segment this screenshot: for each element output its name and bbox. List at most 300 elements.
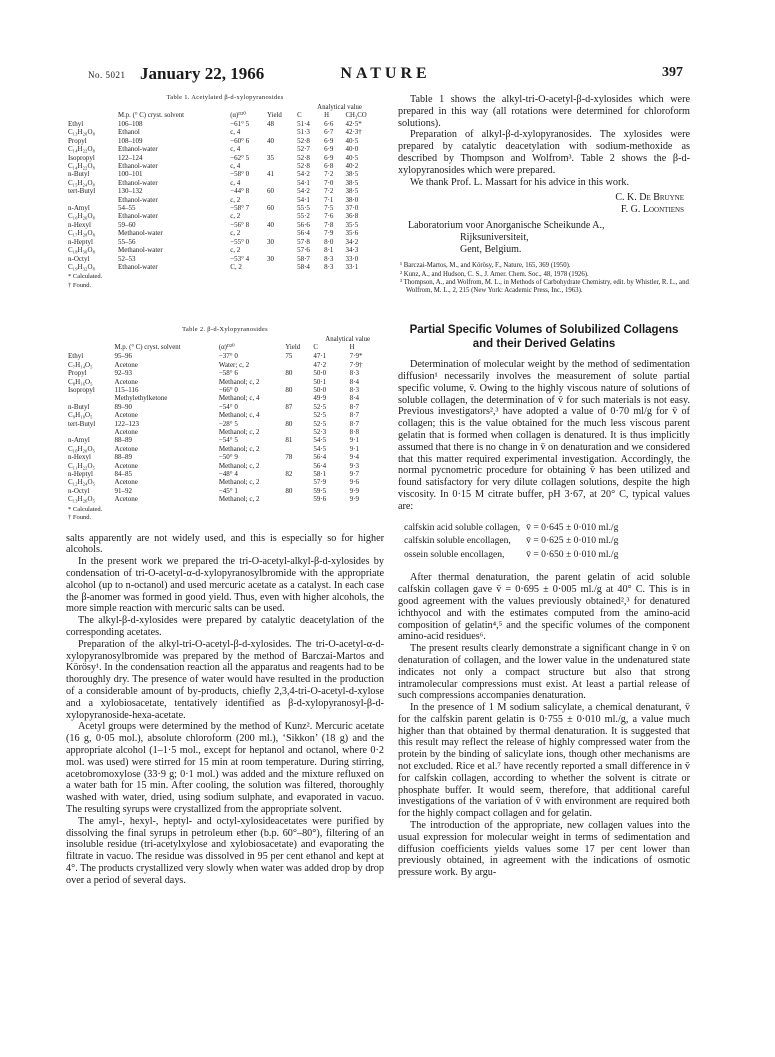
table1-row xyxy=(66,154,384,162)
table2-row xyxy=(66,445,384,453)
table2-cell: n-Heptyl xyxy=(68,470,93,478)
table1-cell: 6·9 xyxy=(324,136,334,145)
table1-cell: 100–101 xyxy=(118,170,143,179)
table1-cell: 60 xyxy=(267,204,275,213)
table1-cell: 33·1 xyxy=(345,262,359,271)
table2-cell: 56·4 xyxy=(313,461,327,470)
value-row xyxy=(402,522,620,534)
table1-cell: 35·5 xyxy=(345,220,359,229)
table1-cell: 8·1 xyxy=(324,246,334,255)
table1-cell: 7·1 xyxy=(324,195,334,204)
table1-caption: Table 1. Acetylated β-d-xylopyranosides xyxy=(166,94,284,101)
table1-cell: 54·1 xyxy=(297,178,310,187)
table1-cell: 7·9 xyxy=(324,229,334,238)
table2-cell: 54·5 xyxy=(313,436,327,445)
table1-cell: 59–60 xyxy=(118,220,136,229)
table1-cell: 52·7 xyxy=(297,145,310,154)
table1-cell: 8·3 xyxy=(324,254,334,263)
table2-cell: Acetone xyxy=(114,478,138,487)
table2-cell: n-Amyl xyxy=(68,436,90,445)
article-paragraph-3: The present results clearly demonstrate a significant change in v̄ on denaturation of collagen, and the lower value in the undenatured state indicates not only a compact structure but also that strong intramolecular compressions must exist. At least a partial release of such compressions accompanies denaturation. xyxy=(398,643,690,702)
signature-block xyxy=(398,192,690,216)
table1-cell: 34·2 xyxy=(345,237,359,246)
table1-col-header: C xyxy=(297,112,302,119)
table2-cell: 50·0 xyxy=(313,385,327,394)
references xyxy=(398,262,690,295)
table2 xyxy=(66,336,384,503)
table2-cell: 8·8 xyxy=(349,427,359,436)
reference-2: ² Kunz, A., and Hudson, C. S., J. Amer. Chem. Soc., 48, 1978 (1926). xyxy=(400,270,589,278)
table2-cell xyxy=(283,394,311,402)
table1-cell: −62° 5 xyxy=(230,153,250,162)
table1-cell: C₁₈H₃₀O₈ xyxy=(68,246,95,255)
table2-cell: Acetone xyxy=(114,427,138,436)
table1-cell: c, 4 xyxy=(230,178,241,187)
table2-cell: 52·5 xyxy=(313,419,327,428)
table1-cell: Ethanol-water xyxy=(118,262,158,271)
table2-cell: 91–92 xyxy=(114,486,133,495)
table2-cell: 115–116 xyxy=(114,385,139,394)
table2-cell: 75 xyxy=(285,352,293,361)
table2-cell: −45° 1 xyxy=(218,486,238,495)
table2-cell: −58° 6 xyxy=(218,369,238,378)
table1-cell: 8·0 xyxy=(324,237,334,246)
table1-cell: n-Butyl xyxy=(68,170,90,179)
table1-cell: 33·0 xyxy=(345,254,359,263)
table1-cell: C₁₉H₃₂O₈ xyxy=(68,262,95,271)
table1-cell: 52–53 xyxy=(118,254,136,263)
table2-cell: −37° 0 xyxy=(218,352,238,361)
table2-cell: 81 xyxy=(285,436,293,445)
value-label: calfskin soluble encollagen, xyxy=(404,535,511,547)
table1-row xyxy=(66,212,384,220)
table1-cell: 7·8 xyxy=(324,220,334,229)
table2-row xyxy=(66,487,384,495)
table1-cell: C₁₇H₂₈O₈ xyxy=(68,229,95,238)
body-paragraph: The alkyl-β-d-xylosides were prepared by catalytic deacetylation of the corresponding acetates. xyxy=(66,615,384,638)
table2-col-header: H xyxy=(349,344,355,352)
table2-cell: 87 xyxy=(285,402,293,411)
table1-row xyxy=(66,120,384,128)
table2-cell: Methanol; c, 2 xyxy=(218,495,260,504)
table2-cell: 88–89 xyxy=(114,453,133,462)
table1-cell: c, 2 xyxy=(230,246,241,255)
table1-row xyxy=(66,204,384,212)
table1-cell: 52·8 xyxy=(297,136,310,145)
table2-cell: −48° 4 xyxy=(218,470,238,478)
body-paragraph: Preparation of the alkyl-tri-O-acetyl-β-d-xylosides. The tri-O-acetyl-α-d-xylopyranosylbromide was prepared by the method of Barczai-Martos and Körösy¹. In the condensation reaction all the apparatus and reagents had to be thoroughly dry. The presence of water would have resulted in the production of a considerable amount of by-products, chiefly 2,3,4-tri-O-acetyl-d-xylose and a xylobiosacetate, tentatively identified as β-d-xylopyranosyl-β-d-xylopyranoside-hexa-acetate. xyxy=(66,638,384,721)
table2-cell xyxy=(283,428,311,436)
table2-cell: Methanol; c, 2 xyxy=(218,427,260,436)
table1-cell: 40·5 xyxy=(345,136,359,145)
right-top-text xyxy=(398,94,690,188)
table1-cell: n-Amyl xyxy=(68,204,90,213)
table1-cell: 38·0 xyxy=(345,195,359,204)
table2-cell: Methanol; c, 2 xyxy=(218,444,260,453)
table1-cell: −53° 4 xyxy=(230,254,250,263)
table2-cell: −54° 0 xyxy=(218,402,238,411)
table1-cell: 7·5 xyxy=(324,204,334,213)
table2-cell: Methanol; c, 4 xyxy=(218,394,260,403)
table1-cell: 40 xyxy=(267,136,275,145)
table2-row xyxy=(66,462,384,470)
reference-3: ³ Thompson, A., and Wolfrom, M. L., in Methods of Carbohydrate Chemistry, edit. by Whistler, R. L., and Wolfrom, M. L., 2, 215 (New York: Academic Press, Inc., 1963). xyxy=(400,278,689,294)
table1-cell: 54·1 xyxy=(297,195,310,204)
table1-col-header xyxy=(66,112,116,120)
table2-cell: Isopropyl xyxy=(68,385,95,394)
table1-group-header: Analytical value xyxy=(317,104,362,111)
table2-row xyxy=(66,428,384,436)
table1-cell xyxy=(265,145,295,153)
table2-cell: 78 xyxy=(285,453,293,462)
table1-cell: −58° 7 xyxy=(230,204,250,213)
table2-cell: 80 xyxy=(285,419,293,428)
table2-row xyxy=(66,369,384,377)
table2-cell: C₁₃H₂₆O₅ xyxy=(68,495,95,504)
table1-cell: C₁₄H₂₂O₈ xyxy=(68,145,95,154)
table2-cell: 9·6 xyxy=(349,478,359,487)
table2-cell: C₁₂H₂₄O₅ xyxy=(68,478,95,487)
table2-row xyxy=(66,478,384,486)
table1-cell: c, 4 xyxy=(230,162,241,171)
page-header xyxy=(88,64,683,84)
author-2: F. G. Loontiens xyxy=(620,204,684,216)
table2-cell: Acetone xyxy=(114,444,138,453)
table1-row xyxy=(66,196,384,204)
table1-cell: Ethanol xyxy=(118,128,140,137)
table1-cell xyxy=(265,196,295,204)
table1-cell: 42·5* xyxy=(345,120,362,128)
value-number: v̄ = 0·650 ± 0·010 ml./g xyxy=(526,548,619,560)
table2-cell: 9·7 xyxy=(349,470,359,478)
issue-number: No. 5021 xyxy=(88,70,126,80)
body-paragraph: Table 1 shows the alkyl-tri-O-acetyl-β-d-xylosides which were prepared in this way (all rotations were determined for chloroform solutions). xyxy=(398,94,690,129)
table1-cell: 6·9 xyxy=(324,153,334,162)
table2-col-header: M.p. (° C) cryst. solvent xyxy=(114,344,181,352)
table1-row xyxy=(66,221,384,229)
table2-cell: Methanol; c, 4 xyxy=(218,411,260,420)
table1-cell: 106–108 xyxy=(118,120,143,128)
table2-cell: 84–85 xyxy=(114,470,133,478)
left-body-text xyxy=(66,533,384,887)
table1-row xyxy=(66,246,384,254)
table1-row xyxy=(66,145,384,153)
table2-row xyxy=(66,436,384,444)
article-paragraph-1: Determination of molecular weight by the method of sedimentation diffusion¹ necessarily involves the measurement of solute partial specific volume, v̄. Owing to the highly viscous nature of solutions of soluble collagen, the determination of v̄ for such materials is not easy. Previous investigators²,³ have adopted a value of 0·70 ml/g for v̄ of collagen; this is the value obtained for the much less viscous parent gelatin that is formed when collagen is denatured. It is thus implicitly assumed that there is no change in v̄ on denaturation and we considered that this matter required experimental investigation. Accordingly, the normal pycnometric procedure for obtaining v̄ has been utilized and found satisfactory for very dilute collagen solutions, despite the high viscosity. In 0·15 M citrate buffer, pH 3·67, at 20° C, typical values are: xyxy=(398,359,690,512)
table2-cell: 50·1 xyxy=(313,377,327,386)
table1-cell xyxy=(265,128,295,136)
table1-cell: 55·5 xyxy=(297,204,310,213)
table2-note: † Found. xyxy=(68,514,92,522)
table1-cell: Propyl xyxy=(68,136,87,145)
table1-cell: 52·8 xyxy=(297,153,310,162)
table2-caption: Table 2. β-d-Xylopyranosides xyxy=(182,326,268,334)
table1-cell: n-Heptyl xyxy=(68,237,93,246)
table2-row xyxy=(66,453,384,461)
table1-cell: 56·4 xyxy=(297,229,310,238)
table2-cell: 122–123 xyxy=(114,419,140,428)
table1-cell: 54·2 xyxy=(297,187,310,196)
table2-cell: 58·1 xyxy=(313,470,327,478)
body-paragraph: Preparation of alkyl-β-d-xylopyranosides. The xylosides were prepared by catalytic deacetylation with sodium-methoxide as described by Thompson and Wolfrom³. Table 2 shows the β-d-xylopyranosides which were prepared. xyxy=(398,129,690,176)
table1-cell: Ethanol-water xyxy=(118,178,158,187)
table2-cell: Propyl xyxy=(68,369,87,378)
table1-cell: 51·4 xyxy=(297,120,310,128)
body-paragraph: The amyl-, hexyl-, heptyl- and octyl-xylosideacetates were purified by dissolving the final syrups in petroleum ether (b.p. 60°–80°), filtering of an insoluble residue (tri-acetylxylose and xylobiosacetate) and evaporating the filtrate in vacuo. The residue was dissolved in 95 per cent ethanol and kept at 4°. The products crystallized very slowly when water was added drop by drop over a period of several days. xyxy=(66,815,384,886)
value-row xyxy=(402,535,620,547)
table1-cell: Ethanol-water xyxy=(118,195,158,204)
table1-cell: 30 xyxy=(267,254,275,263)
article-paragraph-4: In the presence of 1 M sodium salicylate, a chemical denaturant, v̄ for the calfskin parent gelatin is 0·755 ± 0·010 ml./g, a value much higher than that obtained by thermal denaturation. It is suggested that this result may reflect the release of highly compressed water from the protein by the binding of salicylate ions, though other mechanisms are not excluded. Rice et al.⁷ have recently reported a small difference in v̄ for calfskin collagen, according to whether the solvent is citrate or phosphate buffer. It would seem, therefore, that additional careful investigations of the variation of v̄ with environment are required both for the highly compact collagen and for gelatin. xyxy=(398,702,690,820)
table1-cell: 56·6 xyxy=(297,220,310,229)
table1-cell: C₁₄H₂₂O₈ xyxy=(68,162,95,171)
table2-cell: Ethyl xyxy=(68,352,84,361)
table2-cell: Acetone xyxy=(114,461,138,470)
table2-cell: 8·3 xyxy=(349,369,359,378)
table1-cell: −56° 8 xyxy=(230,220,250,229)
table1-cell: 37·0 xyxy=(345,204,359,213)
page-number: 397 xyxy=(662,65,683,80)
table1-row xyxy=(66,255,384,263)
address-line-1: Laboratorium voor Anorganische Scheikunde A., xyxy=(408,220,605,232)
table2-cell: C₇H₁₄O₅ xyxy=(68,360,93,369)
table1-row xyxy=(66,187,384,195)
table2-cell: −66° 0 xyxy=(218,385,238,394)
table1-cell: 54·2 xyxy=(297,170,310,179)
table1-row xyxy=(66,229,384,237)
table2-cell: 8·4 xyxy=(349,394,359,403)
table2-cell: 9·4 xyxy=(349,453,359,462)
table2-cell: 8·7 xyxy=(349,411,359,420)
table2-cell: −50° 9 xyxy=(218,453,238,462)
table2-cell: Methanol; c, 2 xyxy=(218,461,260,470)
table1-cell: 108–109 xyxy=(118,136,143,145)
table1-cell: c, 2 xyxy=(230,212,241,221)
table1-cell: 7·6 xyxy=(324,212,334,221)
table1-cell: c, 4 xyxy=(230,128,241,137)
table2-cell: Methanol; c, 2 xyxy=(218,377,260,386)
table1-cell: 40·5 xyxy=(345,153,359,162)
body-paragraph: salts apparently are not widely used, and this is especially so for higher alcohols. xyxy=(66,532,384,556)
table1-cell: c, 2 xyxy=(230,195,241,204)
table1-cell: 55–56 xyxy=(118,237,136,246)
table2-cell: 9·3 xyxy=(349,461,359,470)
table2-cell: 8·7 xyxy=(349,402,359,411)
table2-row xyxy=(66,403,384,411)
table2-cell: n-Octyl xyxy=(68,486,90,495)
values-table xyxy=(400,520,622,563)
table2-row xyxy=(66,470,384,478)
table1-cell: 51·3 xyxy=(297,128,310,137)
table1-cell: −58° 0 xyxy=(230,170,250,179)
reference-1: ¹ Barczai-Martos, M., and Körösy, F., Nature, 165, 369 (1950). xyxy=(400,262,571,270)
table1-cell: Ethanol-water xyxy=(118,212,158,221)
table2-cell: 8·3 xyxy=(349,385,359,394)
table1-cell: 35 xyxy=(267,153,275,162)
table2-cell: −28° 5 xyxy=(218,419,238,428)
table2-cell: 7·9* xyxy=(349,352,363,361)
table1-cell: 6·6 xyxy=(324,120,334,128)
table1-col-header: M.p. (° C) cryst. solvent xyxy=(118,112,184,119)
table1-cell: 40·2 xyxy=(345,162,359,171)
table1-note: † Found. xyxy=(68,281,92,289)
table1-cell: 6·9 xyxy=(324,145,334,154)
table2-cell: 52·5 xyxy=(313,402,327,411)
table1-cell: 7·0 xyxy=(324,178,334,187)
table1-cell: 36·8 xyxy=(345,212,359,221)
table2-col-header xyxy=(66,344,113,352)
table2-cell: 59·6 xyxy=(313,495,327,504)
address-block xyxy=(398,220,690,256)
table2-cell: 56·4 xyxy=(313,453,327,462)
table2-cell: n-Hexyl xyxy=(68,453,91,462)
table2-cell xyxy=(283,495,311,503)
table2-cell: 92–93 xyxy=(114,369,133,378)
table1-cell: c, 2 xyxy=(230,229,241,238)
issue-date: January 22, 1966 xyxy=(140,64,265,83)
table1-cell: 54–55 xyxy=(118,204,136,213)
table2-cell: 8·7 xyxy=(349,419,359,428)
table2-cell: tert-Butyl xyxy=(68,419,96,428)
table1-cell: 42·3† xyxy=(345,128,362,137)
table2-cell: 89–90 xyxy=(114,402,133,411)
left-column xyxy=(66,94,384,887)
table1 xyxy=(66,104,384,271)
table2-cell: 8·4 xyxy=(349,377,359,386)
table2-cell: 54·5 xyxy=(313,444,327,453)
article-paragraph-2: After thermal denaturation, the parent gelatin of acid soluble calfskin collagen gave v̄ = 0·695 ± 0·005 ml./g at 40° C. This is in good agreement with the values previously obtained²,³ for denatured ichthyocol and with the estimates computed from the amino-acid composition of gelatin⁴,⁵ and the specific volumes of the component amino-acid residues⁶. xyxy=(398,572,690,643)
value-label: calfskin acid soluble collagen, xyxy=(404,521,521,533)
table2-cell xyxy=(66,394,113,402)
table1-row xyxy=(66,162,384,170)
table1-cell xyxy=(66,196,116,204)
table1-cell: C₁₃H₂₀O₈ xyxy=(68,128,95,137)
table1-cell xyxy=(265,229,295,237)
table1-cell: n-Octyl xyxy=(68,254,90,263)
table2-notes xyxy=(66,506,384,523)
table1-cell: 55·2 xyxy=(297,212,310,221)
table2-cell: 7·9† xyxy=(349,360,363,369)
value-label: ossein soluble encollagen, xyxy=(404,548,505,560)
table1-row xyxy=(66,179,384,187)
table1-cell: c, 4 xyxy=(230,145,241,154)
table1-cell: 30 xyxy=(267,237,275,246)
table1-cell: Ethanol-water xyxy=(118,145,158,154)
table2-col-header: Yield xyxy=(285,344,301,352)
table2-row xyxy=(66,361,384,369)
value-number: v̄ = 0·645 ± 0·010 ml./g xyxy=(526,521,619,533)
table1-row xyxy=(66,137,384,145)
table1-cell: 58·7 xyxy=(297,254,310,263)
table2-cell xyxy=(283,378,311,386)
table2-cell: 82 xyxy=(285,470,293,478)
table2-cell: 59·5 xyxy=(313,486,327,495)
table1-cell: 57·8 xyxy=(297,237,310,246)
table1-cell: 40·0 xyxy=(345,145,359,154)
table2-cell: 52·5 xyxy=(313,411,327,420)
table1-cell xyxy=(265,246,295,254)
body-paragraph: We thank Prof. L. Massart for his advice in this work. xyxy=(410,176,630,188)
table1-col-header: Yield xyxy=(267,112,282,119)
table1-cell: 52·8 xyxy=(297,162,310,171)
table2-cell: Methylethylketone xyxy=(114,394,168,403)
table1-cell: 7·2 xyxy=(324,187,334,196)
table1-row xyxy=(66,263,384,271)
table1-cell: Ethyl xyxy=(68,120,84,128)
table1-cell xyxy=(265,263,295,271)
table2-cell: 47·2 xyxy=(313,360,327,369)
table1-cell: 35·6 xyxy=(345,229,359,238)
table2-row xyxy=(66,394,384,402)
table2-row xyxy=(66,378,384,386)
table1-cell: Ethanol-water xyxy=(118,162,158,171)
table2-cell: 57·9 xyxy=(313,478,327,487)
table1-cell: Isopropyl xyxy=(68,153,95,162)
table1-cell: −55° 0 xyxy=(230,237,250,246)
table1-cell: 48 xyxy=(267,120,275,128)
table2-cell: Methanol; c, 2 xyxy=(218,478,260,487)
table1-cell: 6·7 xyxy=(324,128,334,137)
table2-cell: 9·1 xyxy=(349,444,359,453)
table2-cell: 50·0 xyxy=(313,369,327,378)
address-line-3: Gent, Belgium. xyxy=(460,244,522,256)
table1-col-header: (α)ᴰ²⁰ xyxy=(230,112,246,119)
table2-cell: C₈H₁₆O₅ xyxy=(68,377,93,386)
table2-row xyxy=(66,420,384,428)
table2-cell xyxy=(66,428,113,436)
table2-cell: Acetone xyxy=(114,495,138,504)
table2-cell xyxy=(283,478,311,486)
table1-cell: −60° 6 xyxy=(230,136,250,145)
table2-cell: 49·9 xyxy=(313,394,327,403)
table2-cell: n-Butyl xyxy=(68,402,90,411)
table2-row xyxy=(66,495,384,503)
table2-row xyxy=(66,386,384,394)
table1-cell xyxy=(265,212,295,220)
table2-note: * Calculated. xyxy=(68,505,103,513)
table2-cell: Water; c, 2 xyxy=(218,360,250,369)
table2-group-header: Analytical value xyxy=(325,336,371,344)
table1-notes xyxy=(66,273,384,290)
value-row xyxy=(402,549,620,561)
table1-cell: C₁₆H₂₆O₈ xyxy=(68,212,95,221)
table1-cell: 34·3 xyxy=(345,246,359,255)
value-number: v̄ = 0·625 ± 0·010 ml./g xyxy=(526,535,619,547)
table2-cell xyxy=(283,462,311,470)
table1-cell: −61° 5 xyxy=(230,120,250,128)
table2-row xyxy=(66,411,384,419)
table1-cell xyxy=(265,179,295,187)
table1-cell: 122–124 xyxy=(118,153,143,162)
body-paragraph: Acetyl groups were determined by the method of Kunz². Mercuric acetate (16 g, 0·05 mol.), absolute chloroform (200 ml.), ‘Sikkon’ (18 g) and the appropriate alcohol (1–1·5 mol., except for heptanol and octanol, where 0·2 mol. was used) were stirred for 15 min at room temperature. During stirring, acetobromoxylose (33·9 g; 0·1 mol.) was added and the mixture refluxed on a water bath for 15 min. After cooling, the solution was filtered, thoroughly washed with water, dried, using sodium sulphate, and evaporated in vacuo. The resulting syrups were crystallized from the appropriate solvent. xyxy=(66,721,384,815)
table2-cell xyxy=(283,411,311,419)
table2-cell: 9·9 xyxy=(349,495,359,504)
author-1: C. K. De Bruyne xyxy=(615,192,684,204)
table1-cell: 130–132 xyxy=(118,187,143,196)
table2-cell: 88–89 xyxy=(114,436,133,445)
table1-cell: 38·5 xyxy=(345,178,359,187)
table2-cell: 52·3 xyxy=(313,427,327,436)
table1-col-header: CH₃CO xyxy=(345,112,367,119)
table1-cell: 6·8 xyxy=(324,162,334,171)
table2-row xyxy=(66,352,384,360)
table2-cell: C₁₁H₂₂O₅ xyxy=(68,461,95,470)
table2-cell: Acetone xyxy=(114,411,138,420)
article-title: Partial Specific Volumes of Solubilized Collagens and their Derived Gelatins xyxy=(409,324,679,351)
table2-cell: Acetone xyxy=(114,360,138,369)
table2-col-header: (α)ᴰ²⁰ xyxy=(218,344,235,352)
table2-cell xyxy=(283,445,311,453)
